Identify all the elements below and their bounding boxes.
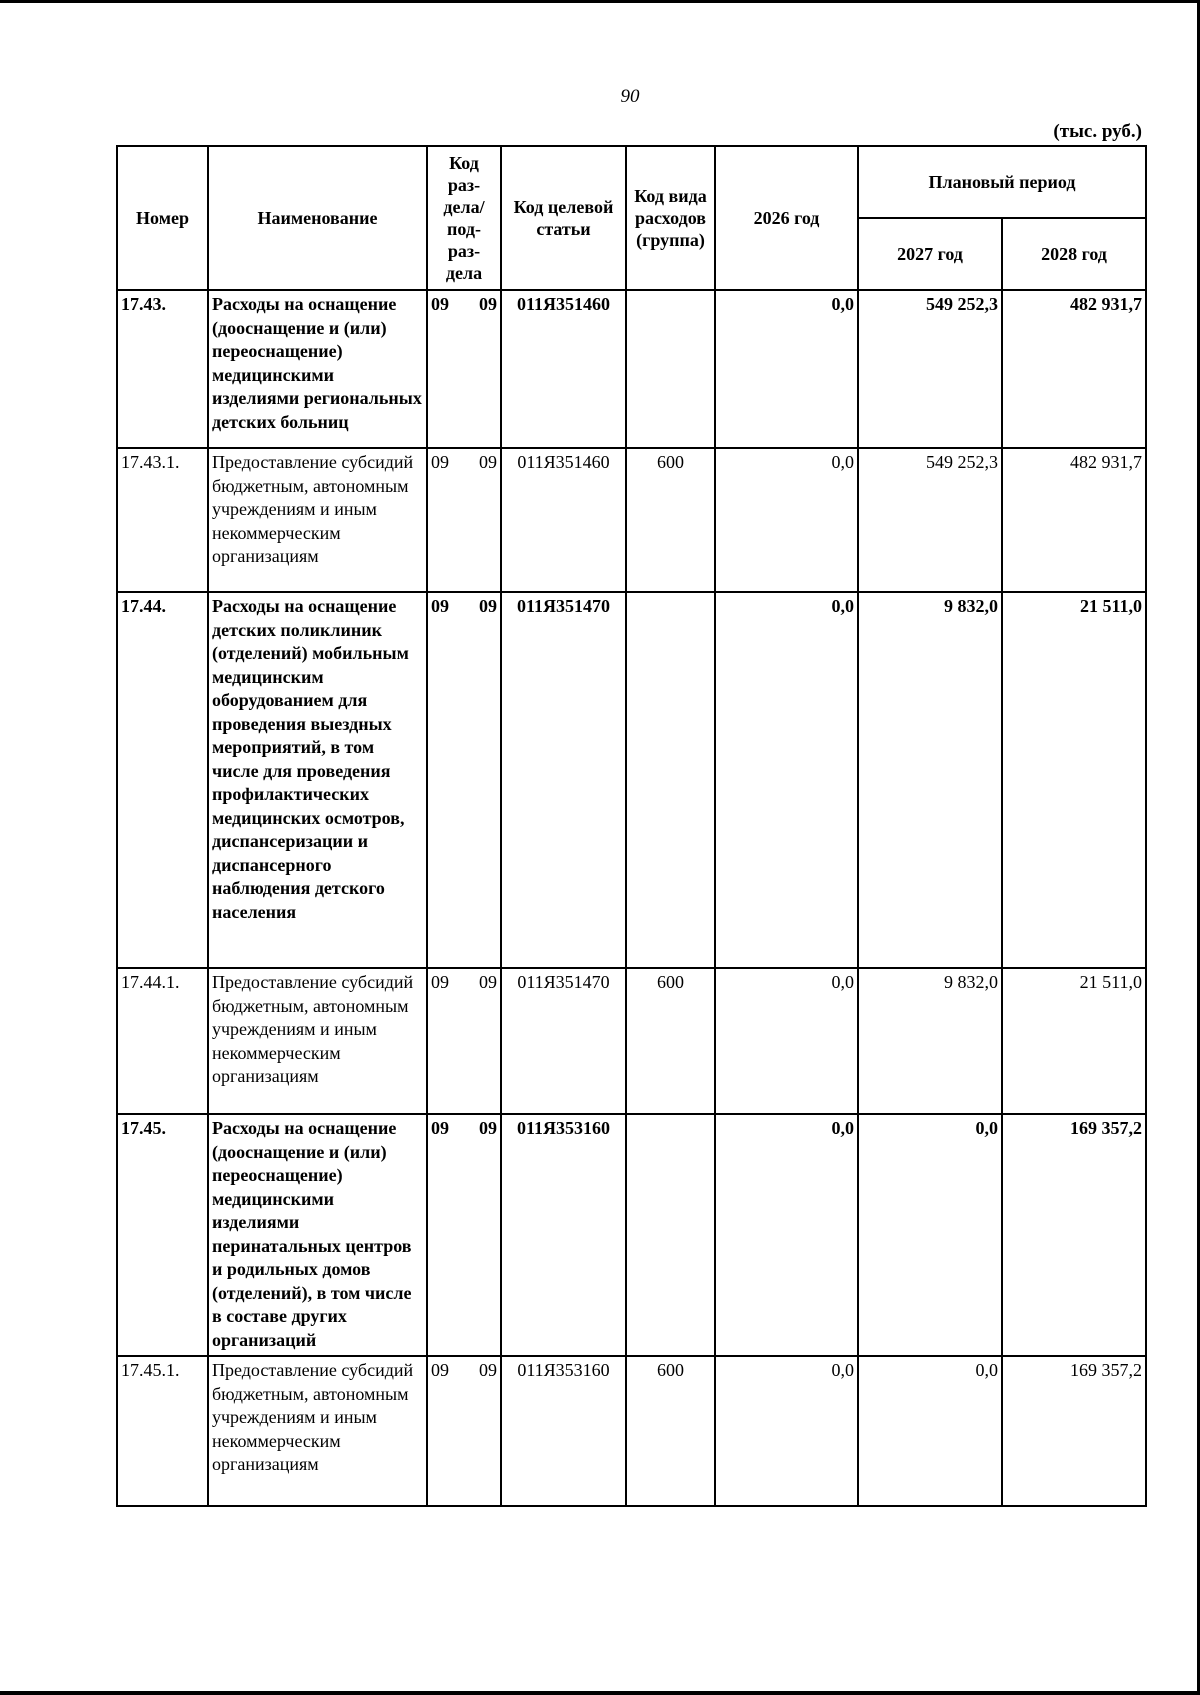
row-amount-2026: 0,0 [715,968,858,1114]
subsection-code: 09 [479,1360,497,1380]
row-number: 17.45. [117,1114,208,1356]
row-amount-2028: 169 357,2 [1002,1114,1146,1356]
row-number: 17.44. [117,592,208,968]
table-row [117,448,1146,592]
page-number: 90 [620,86,640,107]
row-number: 17.43. [117,290,208,448]
row-amount-2028: 482 931,7 [1002,290,1146,448]
row-amount-2026: 0,0 [715,1356,858,1506]
row-section-code [427,592,501,968]
row-name: Расходы на оснащение (дооснащение и (или) переоснащение) медицинскими изделиями региональных детских больниц [208,290,427,448]
row-amount-2027: 549 252,3 [858,290,1002,448]
row-section-code [427,1114,501,1356]
section-code: 09 [431,294,449,314]
table-body [117,290,1146,1506]
row-amount-2027: 9 832,0 [858,968,1002,1114]
row-name: Предоставление субсидий бюджетным, автономным учреждениям и иным некоммерческим организациям [208,968,427,1114]
header-2028: 2028 год [1002,218,1146,290]
row-amount-2028: 21 511,0 [1002,592,1146,968]
row-target-code: 011Я351470 [501,968,626,1114]
row-amount-2028: 169 357,2 [1002,1356,1146,1506]
section-code: 09 [431,1118,449,1138]
row-target-code: 011Я353160 [501,1356,626,1506]
units-label: (тыс. руб.) [1053,121,1142,142]
subsection-code: 09 [479,972,497,992]
subsection-code: 09 [479,294,497,314]
header-2026: 2026 год [715,146,858,290]
row-expense-code [626,290,715,448]
section-code-pair [431,595,497,619]
row-name: Предоставление субсидий бюджетным, автономным учреждениям и иным некоммерческим организациям [208,1356,427,1506]
table-row [117,592,1146,968]
header-section-code: Код раз-дела/ под-раз-дела [427,146,501,290]
header-expense-code: Код вида расходов (группа) [626,146,715,290]
row-target-code: 011Я351460 [501,448,626,592]
header-name: Наименование [208,146,427,290]
section-code: 09 [431,452,449,472]
section-code-pair [431,451,497,475]
table-header [117,146,1146,290]
row-amount-2026: 0,0 [715,448,858,592]
row-section-code [427,448,501,592]
table-row [117,968,1146,1114]
table-row [117,290,1146,448]
row-number: 17.45.1. [117,1356,208,1506]
section-code-pair [431,971,497,995]
row-amount-2028: 482 931,7 [1002,448,1146,592]
row-section-code [427,968,501,1114]
row-target-code: 011Я351460 [501,290,626,448]
row-amount-2026: 0,0 [715,592,858,968]
row-target-code: 011Я353160 [501,1114,626,1356]
row-name: Расходы на оснащение детских поликлиник (отделений) мобильным медицинским оборудованием для проведения выездных мероприятий, в том числе для проведения профилактических медицинских осмотров, диспансеризации и диспансерного наблюдения детского населения [208,592,427,968]
scan-top-edge [0,0,1200,3]
header-planned-period: Плановый период [858,146,1146,218]
row-section-code [427,1356,501,1506]
row-amount-2026: 0,0 [715,290,858,448]
table-row [117,1356,1146,1506]
section-code: 09 [431,972,449,992]
row-amount-2027: 9 832,0 [858,592,1002,968]
row-expense-code: 600 [626,1356,715,1506]
row-number: 17.44.1. [117,968,208,1114]
row-expense-code [626,592,715,968]
subsection-code: 09 [479,596,497,616]
row-target-code: 011Я351470 [501,592,626,968]
row-name: Предоставление субсидий бюджетным, автономным учреждениям и иным некоммерческим организациям [208,448,427,592]
row-section-code [427,290,501,448]
section-code-pair [431,293,497,317]
budget-table [116,145,1147,1507]
row-amount-2026: 0,0 [715,1114,858,1356]
subsection-code: 09 [479,1118,497,1138]
header-2027: 2027 год [858,218,1002,290]
section-code: 09 [431,596,449,616]
row-expense-code: 600 [626,968,715,1114]
header-target-code: Код целевой статьи [501,146,626,290]
row-name: Расходы на оснащение (дооснащение и (или) переоснащение) медицинскими изделиями перинатальных центров и родильных домов (отделений), в том числе в составе других организаций [208,1114,427,1356]
section-code: 09 [431,1360,449,1380]
row-number: 17.43.1. [117,448,208,592]
row-expense-code: 600 [626,448,715,592]
subsection-code: 09 [479,452,497,472]
scan-bottom-edge [0,1691,1200,1695]
header-number: Номер [117,146,208,290]
row-amount-2027: 0,0 [858,1356,1002,1506]
section-code-pair [431,1359,497,1383]
row-amount-2027: 0,0 [858,1114,1002,1356]
section-code-pair [431,1117,497,1141]
row-expense-code [626,1114,715,1356]
row-amount-2028: 21 511,0 [1002,968,1146,1114]
table-row [117,1114,1146,1356]
row-amount-2027: 549 252,3 [858,448,1002,592]
